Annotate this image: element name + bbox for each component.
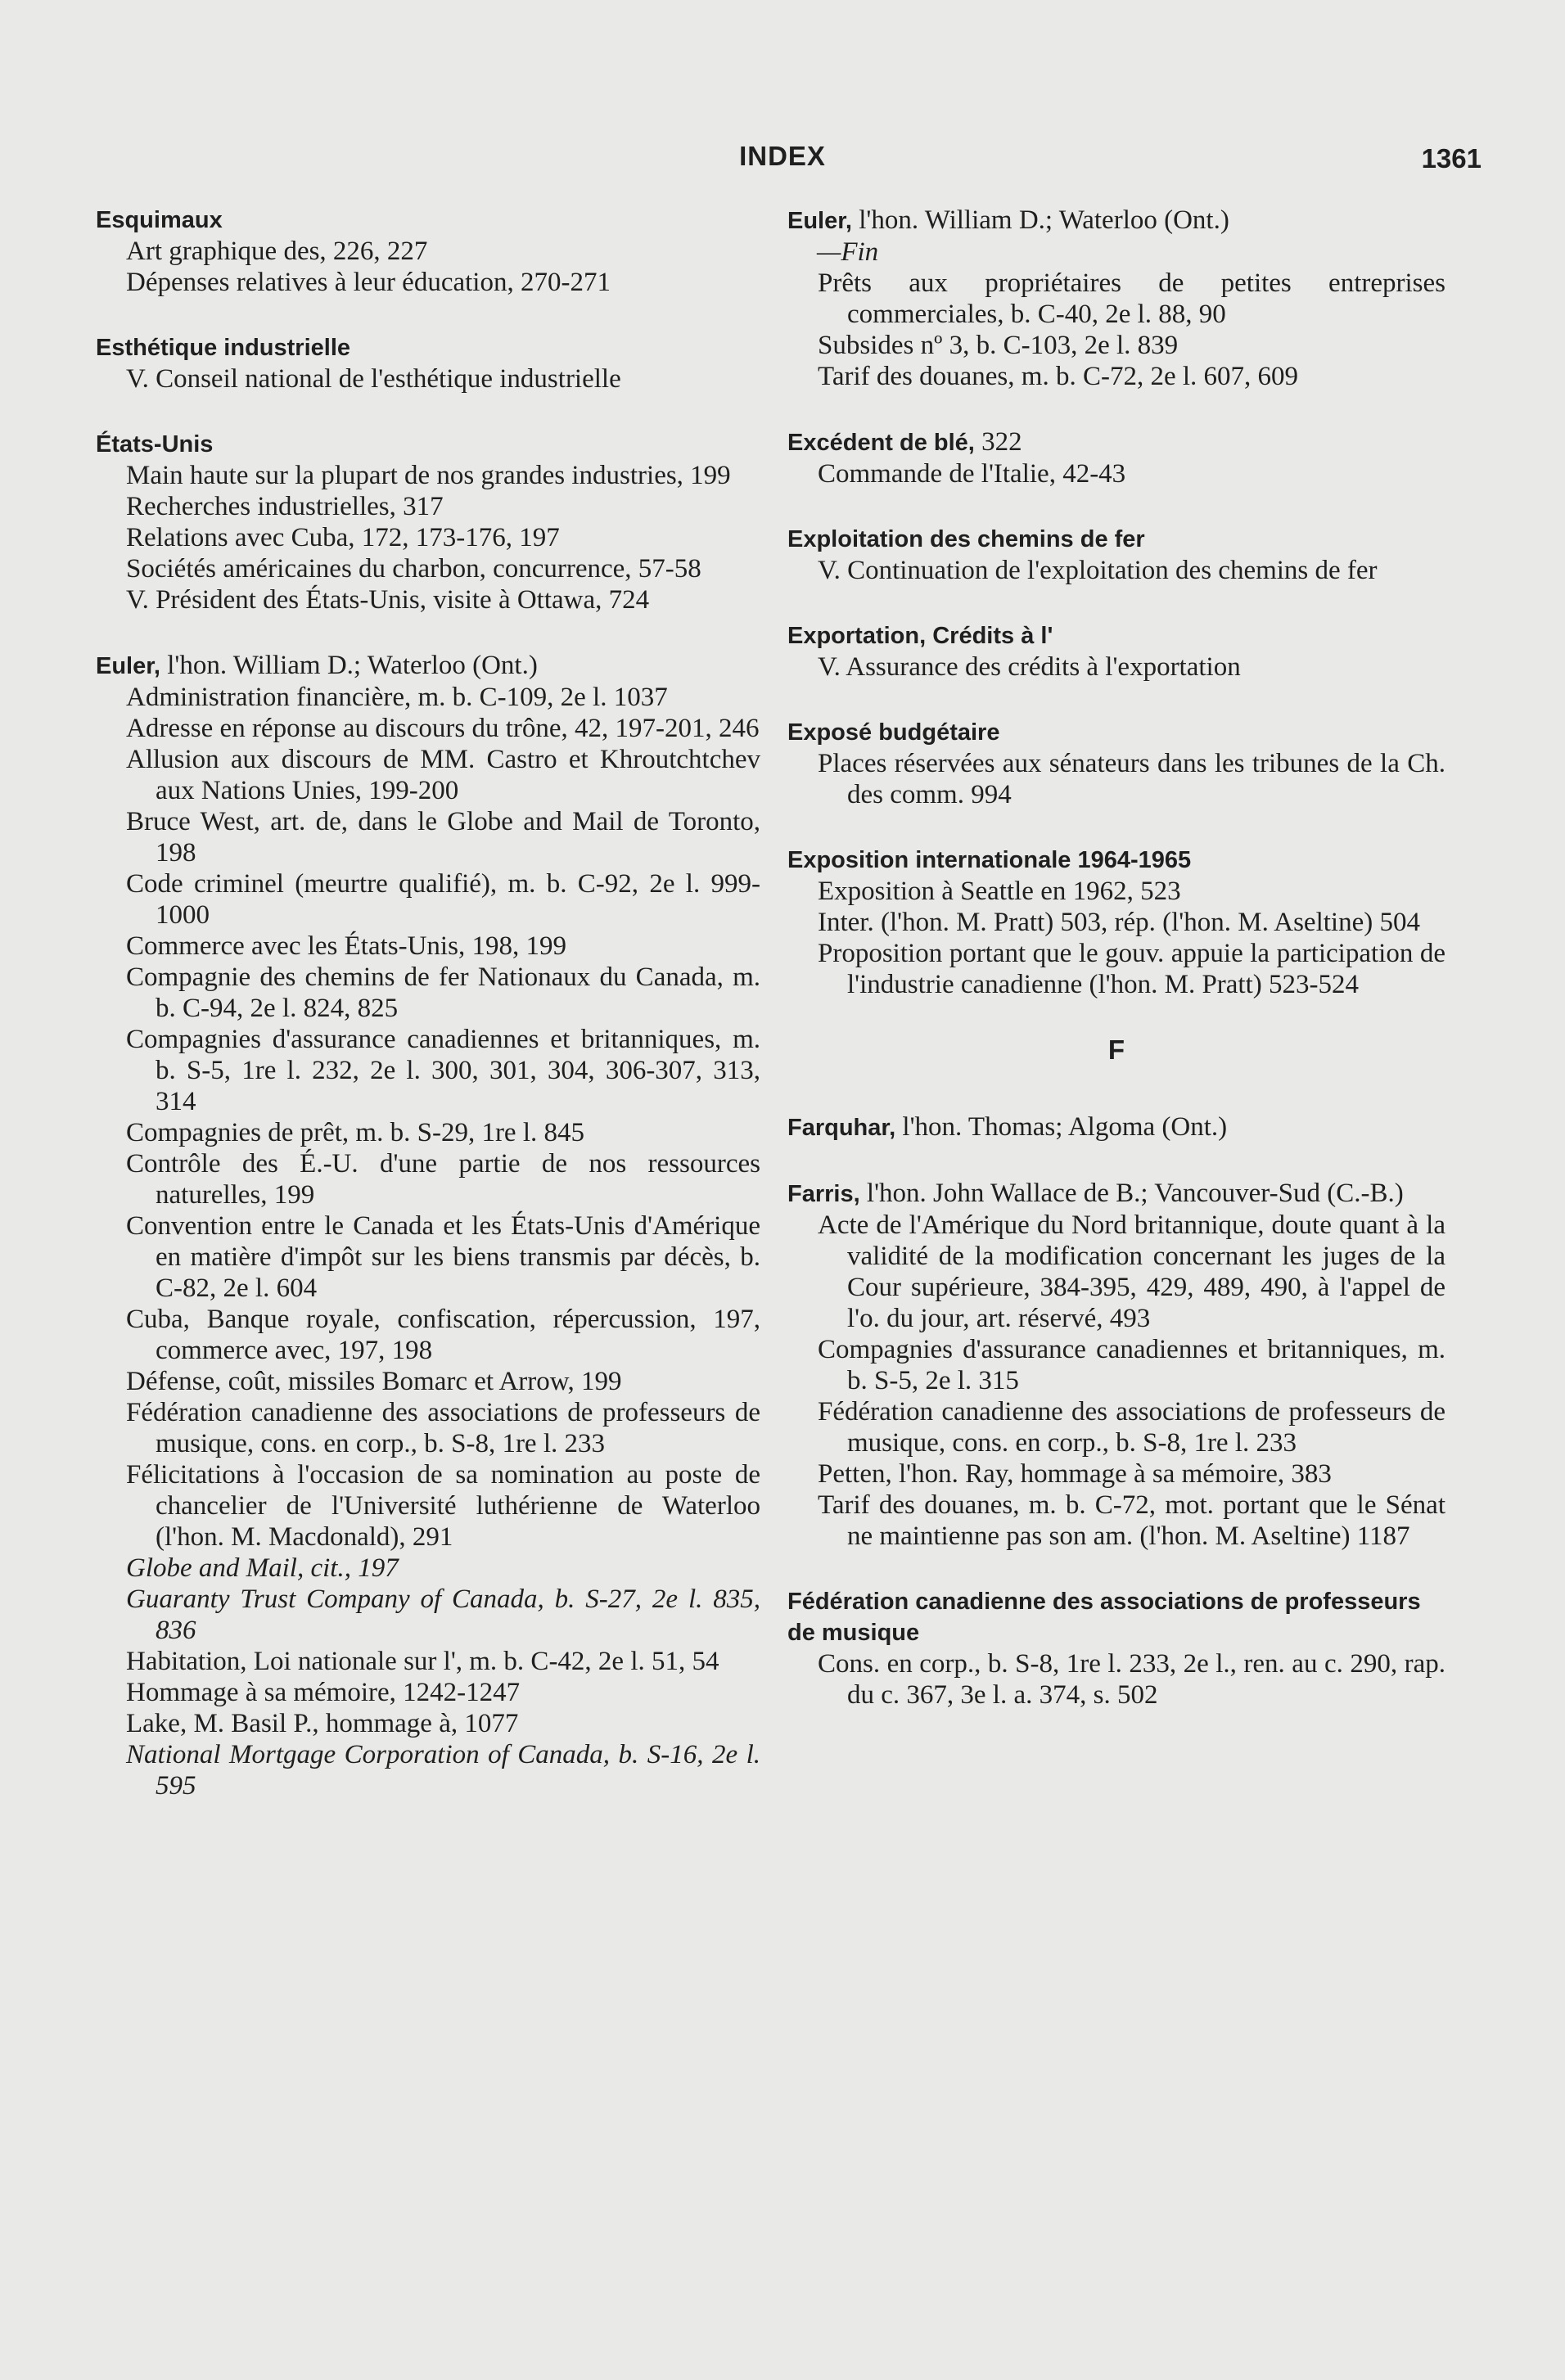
sub-entry: Convention entre le Canada et les États-Unis d'Amérique en matière d'impôt sur les biens transmis par décès, b. C-82, 2e l. 604: [126, 1211, 760, 1303]
sub-entry: Prêts aux propriétaires de petites entreprises commerciales, b. C-40, 2e l. 88, 90: [818, 268, 1445, 329]
entry-heading-term: Exploitation des chemins de fer: [787, 526, 1145, 552]
sub-entry: Art graphique des, 226, 227: [126, 237, 428, 266]
index-entry: [787, 1111, 1445, 1143]
entry-heading: [787, 1178, 1445, 1210]
sub-entry: Acte de l'Amérique du Nord britannique, doute quant à la validité de la modification concernant les juges de la Cour supérieure, 384-395, 429, 489, 490, à l'appel de l'o. du jour, art. réservé, 493: [818, 1210, 1445, 1333]
sub-entry: Petten, l'hon. Ray, hommage à sa mémoire, 383: [818, 1459, 1332, 1489]
entry-heading-term: Excédent de blé,: [787, 430, 975, 456]
entry-heading: [787, 1586, 1445, 1648]
index-entry: [96, 429, 760, 615]
sub-entry: Bruce West, art. de, dans le Globe and Mail de Toronto, 198: [126, 807, 760, 868]
sub-entry: Contrôle des É.-U. d'une partie de nos ressources naturelles, 199: [126, 1149, 760, 1210]
sub-entry: Sociétés américaines du charbon, concurrence, 57-58: [126, 554, 701, 584]
entry-heading-term: États-Unis: [96, 431, 214, 458]
entry-heading-term: Esthétique industrielle: [96, 335, 350, 361]
entry-heading-detail: l'hon. John Wallace de B.; Vancouver-Sud (C.-B.): [859, 1179, 1404, 1208]
entry-heading: [787, 620, 1445, 651]
entry-heading: [96, 205, 760, 236]
section-letter: F: [1107, 1034, 1125, 1065]
sub-entry: Inter. (l'hon. M. Pratt) 503, rép. (l'hon. M. Aseltine) 504: [818, 908, 1420, 937]
entry-heading-detail: l'hon. Thomas; Algoma (Ont.): [895, 1112, 1228, 1142]
entry-heading-detail: l'hon. William D.; Waterloo (Ont.): [852, 205, 1229, 235]
sub-entry: Félicitations à l'occasion de sa nomination au poste de chancelier de l'Université luthérienne de Waterloo (l'hon. M. Macdonald), 291: [126, 1460, 760, 1552]
sub-entry: Compagnies d'assurance canadiennes et britanniques, m. b. S-5, 1re l. 232, 2e l. 300, 301, 304, 306-307, 313, 314: [126, 1025, 760, 1116]
entry-heading-term: Exportation, Crédits à l': [787, 623, 1053, 649]
index-entry: [96, 650, 760, 1801]
sub-entry: V. Conseil national de l'esthétique industrielle: [126, 364, 621, 394]
entry-heading-term: Exposition internationale 1964-1965: [787, 847, 1192, 873]
index-entry: [787, 845, 1445, 1000]
entry-heading-term: Exposé budgétaire: [787, 719, 1000, 746]
sub-entry: Subsides nº 3, b. C-103, 2e l. 839: [818, 331, 1179, 360]
index-entry: [787, 426, 1445, 489]
sub-entry: Cons. en corp., b. S-8, 1re l. 233, 2e l., ren. au c. 290, rap. du c. 367, 3e l. a. 374, s. 502: [818, 1649, 1445, 1710]
sub-entry: Relations avec Cuba, 172, 173-176, 197: [126, 523, 560, 552]
entry-heading-term: Farris,: [787, 1181, 860, 1207]
sub-entry: Main haute sur la plupart de nos grandes industries, 199: [126, 461, 731, 490]
sub-entry: Fédération canadienne des associations de professeurs de musique, cons. en corp., b. S-8, 1re l. 233: [126, 1398, 760, 1458]
sub-entry: Recherches industrielles, 317: [126, 492, 444, 521]
entry-continuation: —Fin: [817, 237, 879, 267]
entry-heading: [787, 1111, 1445, 1143]
sub-entry: Code criminel (meurtre qualifié), m. b. C-92, 2e l. 999-1000: [126, 869, 760, 930]
sub-entry: Compagnie des chemins de fer Nationaux du Canada, m. b. C-94, 2e l. 824, 825: [126, 962, 760, 1023]
sub-entry: Fédération canadienne des associations de professeurs de musique, cons. en corp., b. S-8, 1re l. 233: [818, 1397, 1445, 1458]
entry-heading-detail: l'hon. William D.; Waterloo (Ont.): [160, 651, 538, 680]
sub-entry: Places réservées aux sénateurs dans les tribunes de la Ch. des comm. 994: [818, 749, 1445, 809]
entry-heading: [787, 845, 1445, 876]
sub-entry: Exposition à Seattle en 1962, 523: [818, 877, 1181, 906]
index-entry: [787, 717, 1445, 810]
entry-heading: [787, 524, 1445, 555]
entry-heading-term: Euler,: [96, 653, 160, 679]
sub-entry: Commande de l'Italie, 42-43: [818, 459, 1126, 489]
index-entry: [787, 524, 1445, 586]
entry-heading-detail: 322: [974, 427, 1022, 457]
sub-entry: Lake, M. Basil P., hommage à, 1077: [126, 1709, 519, 1738]
sub-entry: Administration financière, m. b. C-109, 2e l. 1037: [126, 683, 668, 712]
index-entry: [96, 205, 760, 298]
index-entry: [787, 1178, 1445, 1552]
index-entry: [787, 620, 1445, 683]
sub-entry: Proposition portant que le gouv. appuie la participation de l'industrie canadienne (l'hon. M. Pratt) 523-524: [818, 939, 1445, 999]
entry-heading: [96, 650, 760, 682]
entry-heading-term: Fédération canadienne des associations de professeurs de musique: [787, 1589, 1421, 1646]
sub-entry: Tarif des douanes, m. b. C-72, 2e l. 607, 609: [818, 362, 1299, 391]
index-entry: [96, 332, 760, 394]
entry-heading-term: Farquhar,: [787, 1115, 896, 1141]
sub-entry: Globe and Mail, cit., 197: [126, 1553, 399, 1583]
index-entry: [787, 205, 1445, 392]
sub-entry: V. Président des États-Unis, visite à Ottawa, 724: [126, 585, 650, 615]
sub-entry: V. Continuation de l'exploitation des chemins de fer: [818, 556, 1378, 585]
sub-entry: Adresse en réponse au discours du trône, 42, 197-201, 246: [126, 714, 760, 743]
sub-entry: Guaranty Trust Company of Canada, b. S-27, 2e l. 835, 836: [126, 1584, 760, 1645]
sub-entry: National Mortgage Corporation of Canada, b. S-16, 2e l. 595: [126, 1740, 760, 1801]
sub-entry: Cuba, Banque royale, confiscation, répercussion, 197, commerce avec, 197, 198: [126, 1305, 760, 1365]
sub-entry: V. Assurance des crédits à l'exportation: [818, 652, 1241, 682]
sub-entry: Allusion aux discours de MM. Castro et Khroutchtchev aux Nations Unies, 199-200: [126, 745, 760, 805]
sub-entry: Dépenses relatives à leur éducation, 270-271: [126, 268, 611, 297]
entry-heading: [787, 205, 1445, 237]
left-column: [96, 205, 760, 1836]
sub-entry: Tarif des douanes, m. b. C-72, mot. portant que le Sénat ne maintienne pas son am. (l'hon. M. Aseltine) 1187: [818, 1490, 1445, 1551]
sub-entry: Défense, coût, missiles Bomarc et Arrow, 199: [126, 1367, 622, 1396]
sub-entry: Habitation, Loi nationale sur l', m. b. C-42, 2e l. 51, 54: [126, 1647, 719, 1676]
sub-entry: Hommage à sa mémoire, 1242-1247: [126, 1678, 521, 1707]
index-entry: [787, 1586, 1445, 1711]
page-title: INDEX: [739, 141, 826, 171]
sub-entry: Compagnies d'assurance canadiennes et britanniques, m. b. S-5, 2e l. 315: [818, 1335, 1445, 1395]
entry-heading-term: Euler,: [787, 208, 852, 234]
entry-heading: [96, 429, 760, 460]
entry-heading: [787, 717, 1445, 748]
sub-entry: Commerce avec les États-Unis, 198, 199: [126, 931, 566, 961]
page-number: 1361: [1421, 143, 1482, 174]
entry-heading: [787, 426, 1445, 458]
right-column: [787, 205, 1445, 1745]
entry-heading-term: Esquimaux: [96, 207, 223, 233]
sub-entry: Compagnies de prêt, m. b. S-29, 1re l. 845: [126, 1118, 585, 1147]
entry-heading: [96, 332, 760, 363]
